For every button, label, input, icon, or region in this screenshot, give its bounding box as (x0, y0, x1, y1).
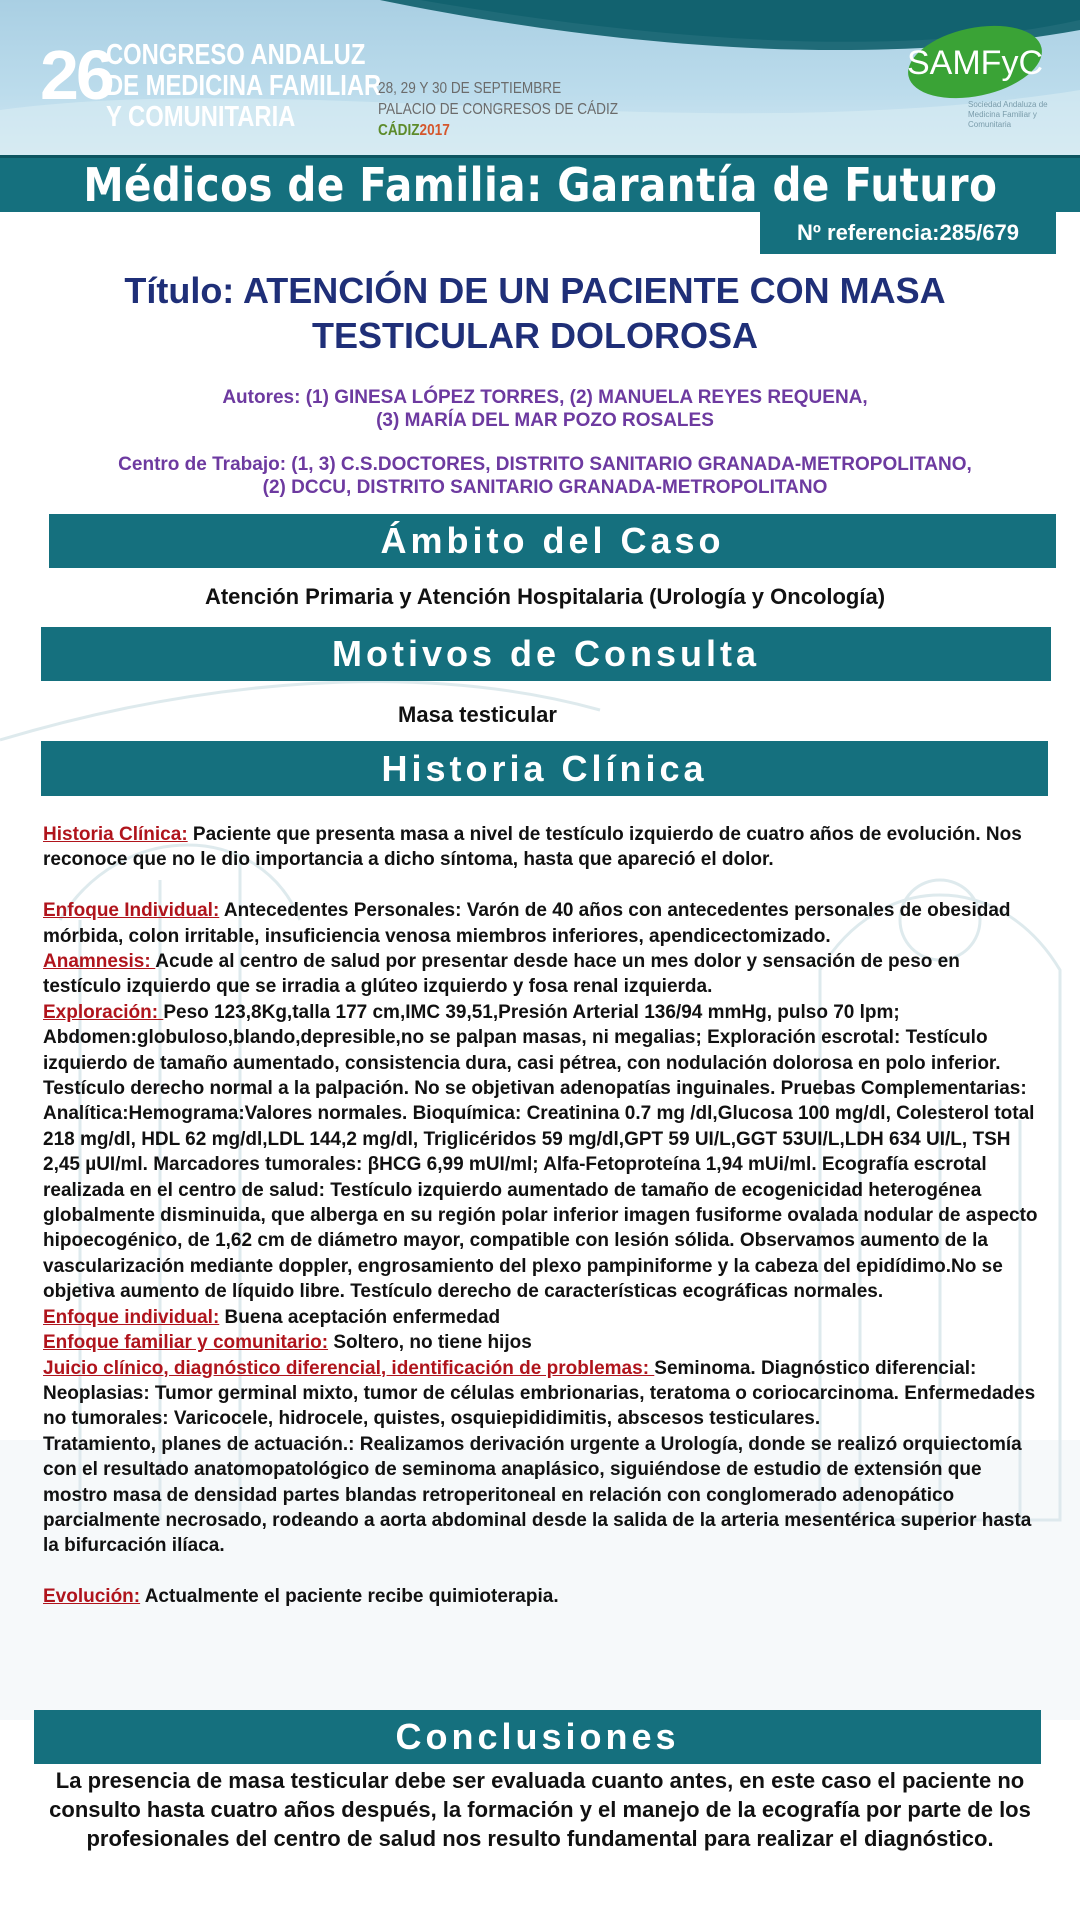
year: 2017 (419, 122, 450, 139)
logo-text: SAMFyC (907, 44, 1043, 82)
dates-line: 28, 29 Y 30 DE SEPTIEMBRE (378, 80, 562, 97)
venue-line: PALACIO DE CONGRESOS DE CÁDIZ (378, 101, 619, 118)
congress-header-banner (0, 0, 1080, 155)
work-center-line: (2) DCCU, DISTRITO SANITARIO GRANADA-METROPOLITANO (262, 477, 828, 498)
label-evolucion: Evolución: (43, 1586, 141, 1608)
congress-dates (378, 78, 618, 141)
enfoque-individual-text: Antecedentes Personales: Varón de 40 años con antecedentes personales de obesidad mórbida, colon irritable, insuficiencia venosa miembros inferiores, apendicectomizado. (43, 900, 1011, 947)
conclusiones-text: La presencia de masa testicular debe ser evaluada cuanto antes, en este caso el paciente no consulto hasta cuatro años después, la formación y el manejo de la ecografía por parte de los profesionales del centro de salud nos resulto fundamental para realizar el diagnóstico. (49, 1768, 1031, 1851)
label-enfoque-individual: Enfoque Individual: (43, 900, 220, 922)
label-exploracion: Exploración: (43, 1001, 164, 1023)
enfoque-individual-2-text: Buena aceptación enfermedad (219, 1306, 501, 1328)
congress-title-line: CONGRESO ANDALUZ (106, 39, 366, 71)
poster-title (60, 268, 1010, 358)
poster-title-line: TESTICULAR DOLOROSA (312, 315, 758, 356)
authors-line: (3) MARÍA DEL MAR POZO ROSALES (376, 410, 714, 431)
enfoque-ind-paragraph (43, 1305, 1043, 1330)
congress-number: 26 (40, 36, 112, 114)
historia-clinica-body (43, 822, 1043, 1610)
exploracion-paragraph (43, 1000, 1043, 1305)
congress-title-line: Y COMUNITARIA (106, 101, 296, 133)
section-heading-conclusiones: Conclusiones (34, 1710, 1041, 1764)
label-historia-clinica: Historia Clínica: (43, 824, 188, 845)
authors (40, 386, 1050, 432)
enfoque-familiar-text: Soltero, no tiene hijos (328, 1332, 532, 1354)
section-heading-motivos: Motivos de Consulta (41, 627, 1051, 681)
samfyc-logo (905, 20, 1045, 100)
logo-subtext: Sociedad Andaluza de Medicina Familiar y Comunitaria (968, 100, 1048, 129)
evolucion-text: Actualmente el paciente recibe quimioterapia. (140, 1586, 559, 1608)
juicio-clinico-text: Seminoma. Diagnóstico diferencial: Neoplasias: Tumor germinal mixto, tumor de células embrionarias, teratoma o coriocarcinoma. Enfermedades no tumorales: Varicocele, hidrocele, quistes, osquiepididimitis, abscesos testiculares. (43, 1357, 1036, 1430)
section-heading-ambito: Ámbito del Caso (49, 514, 1056, 568)
exploracion-text: Peso 123,8Kg,talla 177 cm,IMC 39,51,Presión Arterial 136/94 mmHg, pulso 70 lpm; Abdomen:globuloso,blando,depresible,no se palpan masas, ni megalias; Exploración escrotal: Testículo izquierdo de tamaño aumentado, consistencia dura, casi pétrea, con nodulación dolorosa en polo inferior. Testículo derecho normal a la palpación. No se objetivan adenopatías inguinales. Pruebas Complementarias: Analítica:Hemograma:Valores normales. Bioquímica: Creatinina 0.7 mg /dl,Glucosa 100 mg/dl, Colesterol total 218 mg/dl, HDL 62 mg/dl,LDL 144,2 mg/dl, Triglicéridos 59 mg/dl,GPT 59 UI/L,GGT 53UI/L,LDH 634 UI/L, TSH 2,45 µUI/ml. Marcadores tumorales: βHCG 6,99 mUI/ml; Alfa-Fetoproteína 1,94 mUi/ml. Ecografía escrotal realizada en el centro de salud: Testículo izquierdo aumentado de tamaño de ecogenicidad heterogénea globalmente disminuida, que alberga en su región polar inferior imagen fusiforme ovalada nodular de aspecto hipoecogénico, de 1,62 cm de diámetro mayor, compatible con lesión sólida. Observamos aumento de la vascularización mediante doppler, engrosamiento del plexo pampiniforme y la cabeza del epidídimo.No se objetiva aumento de líquido libre. Testículo derecho de características ecográficas normales. (43, 1001, 1038, 1303)
label-anamnesis: Anamnesis: (43, 951, 156, 973)
historia-clinica-text: Paciente que presenta masa a nivel de testículo izquierdo de cuatro años de evolución. Nos reconoce que no le dio importancia a dicho síntoma, hasta que apareció el dolor. (43, 824, 1022, 871)
main-banner (0, 155, 1080, 212)
congress-title-line: DE MEDICINA FAMILIAR (106, 70, 382, 102)
work-center-line: Centro de Trabajo: (1, 3) C.S.DOCTORES, DISTRITO SANITARIO GRANADA-METROPOLITANO, (118, 454, 972, 475)
reference-number: Nº referencia:285/679 (760, 212, 1056, 254)
tratamiento-paragraph: Tratamiento, planes de actuación.: Realizamos derivación urgente a Urología, donde se realizó orquiectomía con el resultado anatomopatológico de seminoma anaplásico, siguiéndose de estudio de extensión que mostro masa de densidad partes blandas retroperitoneal en relación con conglomerado adenopático parcialmente necrosado, rodeando a aorta abdominal desde la salida de la arteria mesentérica superior hasta la bifurcación ilíaca. (43, 1433, 1032, 1557)
section-heading-historia: Historia Clínica (41, 741, 1048, 796)
evolucion-paragraph (43, 1584, 1043, 1609)
anamnesis-paragraph (43, 949, 1043, 1000)
enfoque-paragraph (43, 898, 1043, 949)
poster-title-line: Título: ATENCIÓN DE UN PACIENTE CON MASA (124, 270, 946, 311)
anamnesis-text: Acude al centro de salud por presentar desde hace un mes dolor y sensación de peso en testículo izquierdo que se irradia a glúteo izquierdo y fosa renal izquierda. (43, 951, 960, 998)
enfoque-fam-paragraph (43, 1330, 1043, 1355)
label-enfoque-individual-2: Enfoque individual: (43, 1306, 220, 1328)
work-center (40, 453, 1050, 499)
congress-title (106, 40, 381, 133)
motivos-text: Masa testicular (398, 702, 557, 727)
authors-line: Autores: (1) GINESA LÓPEZ TORRES, (2) MANUELA REYES REQUENA, (222, 387, 868, 408)
label-enfoque-familiar: Enfoque familiar y comunitario: (43, 1332, 329, 1354)
label-juicio-clinico: Juicio clínico, diagnóstico diferencial, identificación de problemas: (43, 1357, 655, 1379)
main-banner-text: Médicos de Familia: Garantía de Futuro (82, 158, 998, 212)
historia-paragraph (43, 822, 1043, 873)
city-year (378, 120, 618, 141)
juicio-paragraph (43, 1356, 1043, 1432)
ambito-text: Atención Primaria y Atención Hospitalaria (Urología y Oncología) (204, 584, 886, 609)
city: CÁDIZ (378, 122, 420, 139)
